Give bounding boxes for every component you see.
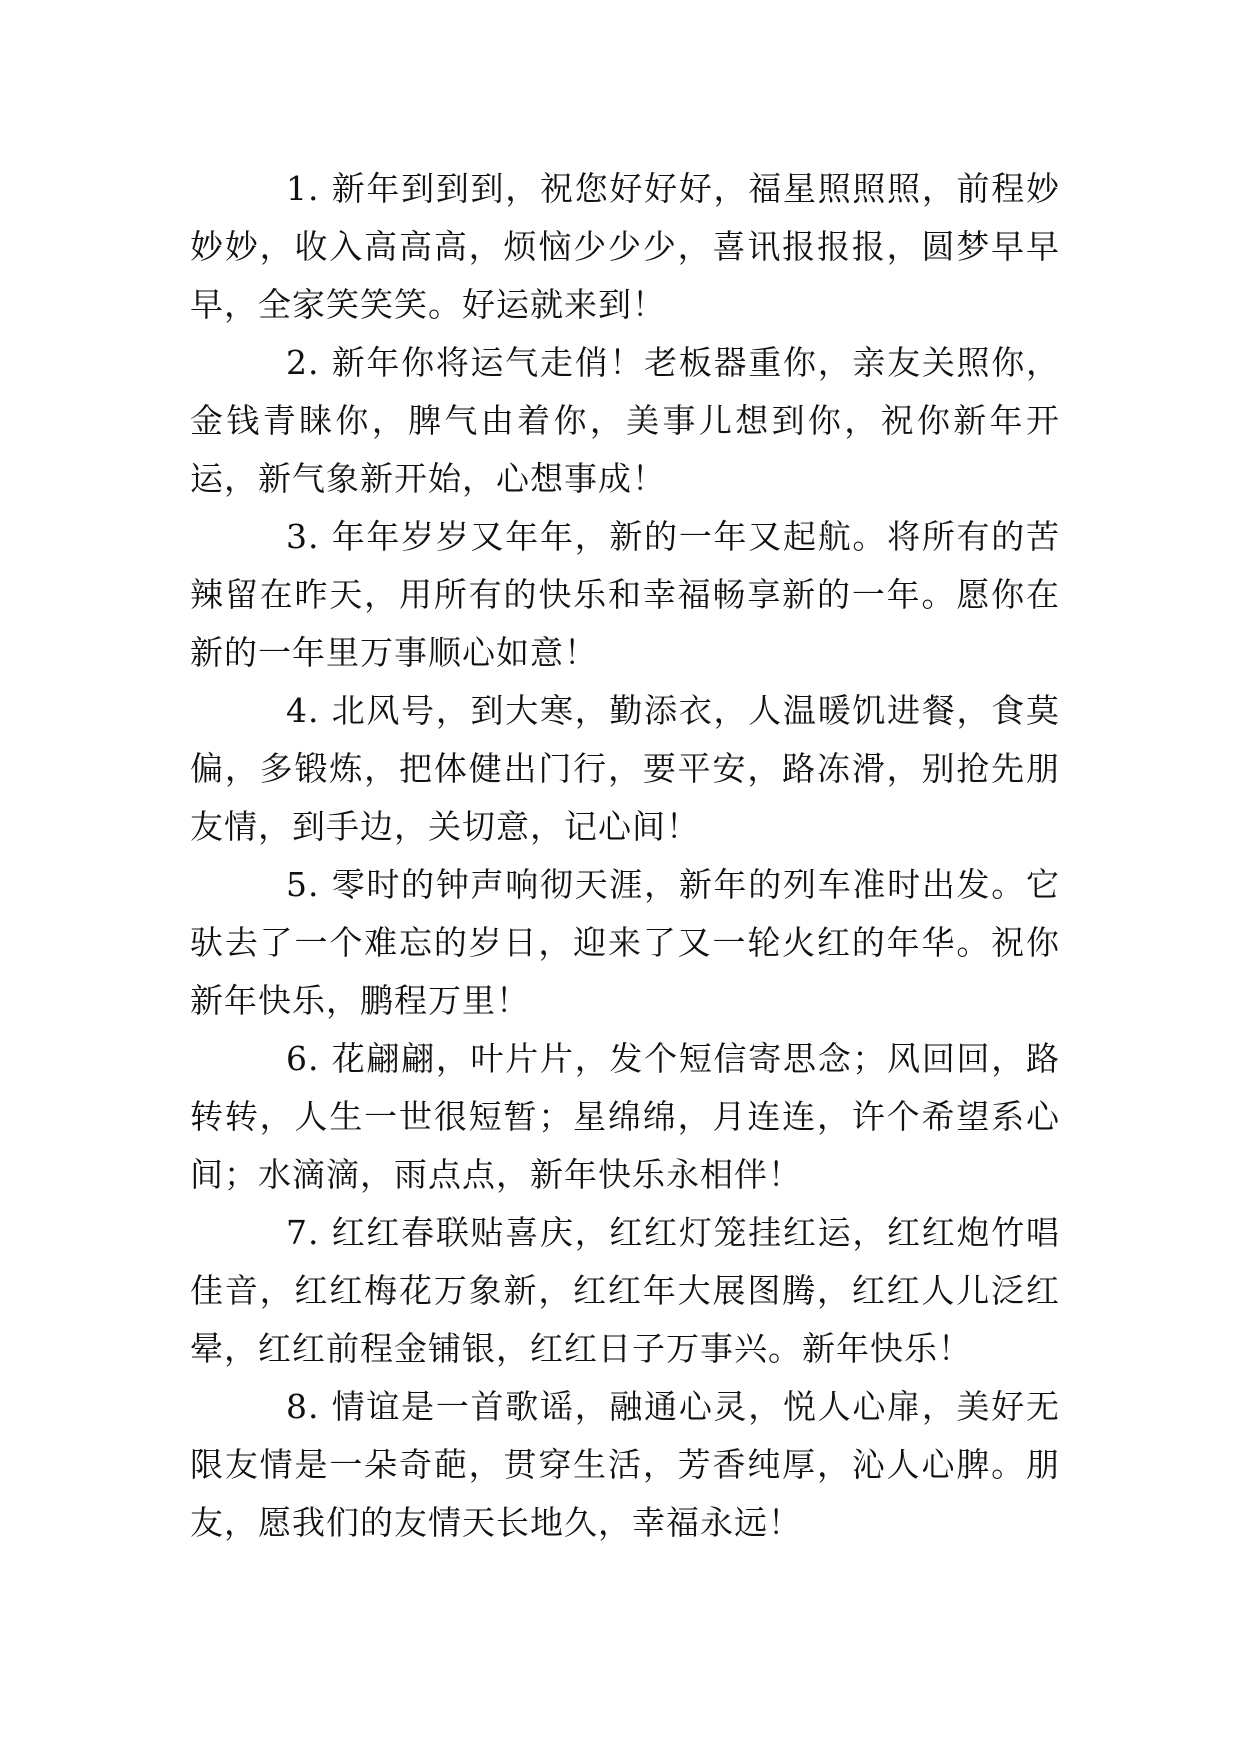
paragraph-4: 4. 北风号，到大寒，勤添衣，人温暖饥进餐，食莫偏，多锻炼，把体健出门行，要平安，路冻滑，别抢先朋友情，到手边，关切意，记心间！	[190, 691, 1060, 846]
paragraph-7: 7. 红红春联贴喜庆，红红灯笼挂红运，红红炮竹唱佳音，红红梅花万象新，红红年大展图腾，红红人儿泛红晕，红红前程金铺银，红红日子万事兴。新年快乐！	[190, 1213, 1060, 1368]
paragraph-6: 6. 花翩翩，叶片片，发个短信寄思念；风回回，路转转，人生一世很短暂；星绵绵，月连连，许个希望系心间；水滴滴，雨点点，新年快乐永相伴！	[190, 1039, 1060, 1194]
paragraph-8: 8. 情谊是一首歌谣，融通心灵，悦人心扉，美好无限友情是一朵奇葩，贯穿生活，芳香纯厚，沁人心脾。朋友，愿我们的友情天长地久，幸福永远！	[190, 1387, 1060, 1542]
paragraph-2: 2. 新年你将运气走俏！老板器重你，亲友关照你，金钱青睐你，脾气由着你，美事儿想到你，祝你新年开运，新气象新开始，心想事成！	[190, 343, 1060, 498]
paragraph-3: 3. 年年岁岁又年年，新的一年又起航。将所有的苦辣留在昨天，用所有的快乐和幸福畅享新的一年。愿你在新的一年里万事顺心如意！	[190, 517, 1060, 672]
paragraph-5: 5. 零时的钟声响彻天涯，新年的列车准时出发。它驮去了一个难忘的岁日，迎来了又一轮火红的年华。祝你新年快乐，鹏程万里！	[190, 865, 1060, 1020]
paragraph-1: 1. 新年到到到，祝您好好好，福星照照照，前程妙妙妙，收入高高高，烦恼少少少，喜讯报报报，圆梦早早早，全家笑笑笑。好运就来到！	[190, 169, 1060, 324]
document-body	[190, 160, 1060, 1552]
